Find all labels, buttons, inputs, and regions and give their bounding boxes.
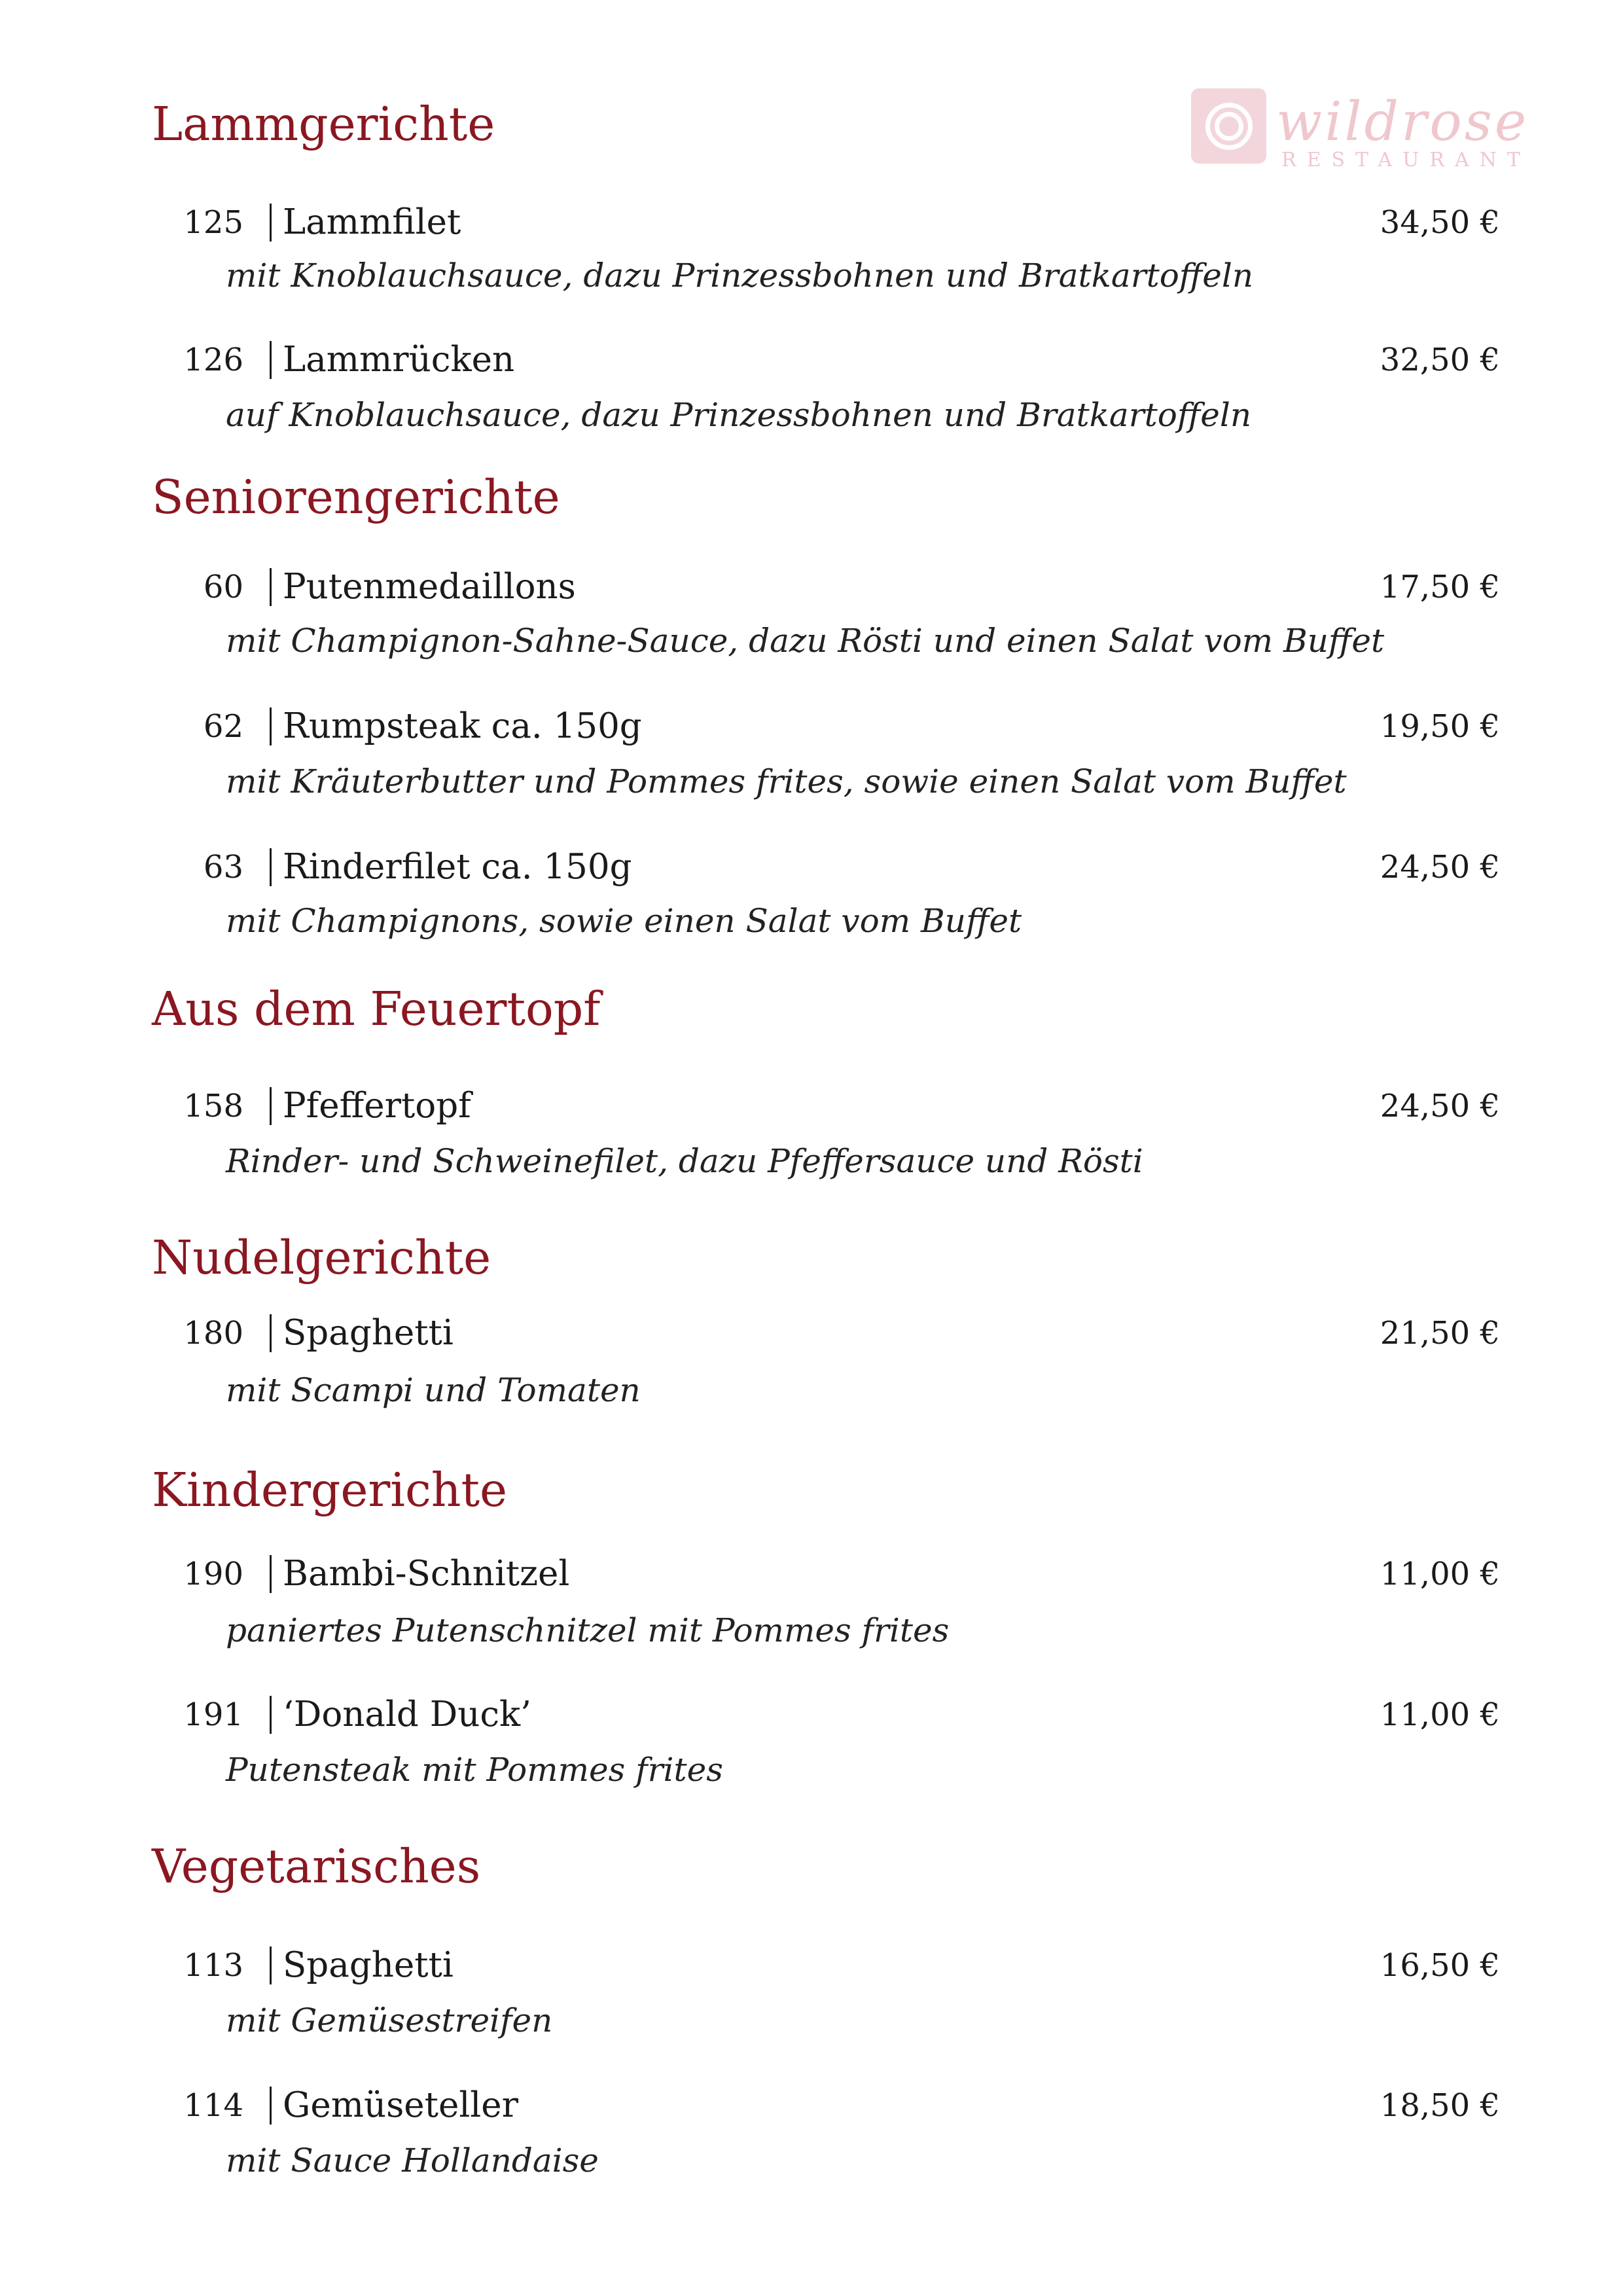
section-heading-feuertopf: Aus dem Feuertopf [152, 982, 601, 1036]
item-price: 24,50 € [1380, 1088, 1500, 1124]
logo-wordmark: wildrose [1276, 91, 1529, 153]
item-description: auf Knoblauchsauce, dazu Prinzessbohnen und Bratkartoffeln [226, 396, 1252, 434]
separator [270, 1555, 272, 1593]
separator [270, 848, 272, 886]
item-price: 11,00 € [1380, 1556, 1500, 1592]
menu-item-125 [152, 200, 1500, 245]
menu-item-60 [152, 564, 1500, 610]
item-number: 113 [183, 1947, 243, 1984]
item-name: Gemüseteller [283, 2085, 518, 2125]
section-heading-nudelgerichte: Nudelgerichte [152, 1230, 491, 1285]
item-description: mit Knoblauchsauce, dazu Prinzessbohnen und Bratkartoffeln [226, 257, 1254, 295]
item-name: Lammrücken [283, 340, 515, 380]
menu-item-180 [152, 1310, 1500, 1356]
separator [270, 341, 272, 379]
item-number: 158 [183, 1088, 243, 1124]
item-price: 19,50 € [1380, 708, 1500, 745]
item-number: 114 [183, 2087, 243, 2124]
item-number: 125 [183, 204, 243, 241]
item-price: 34,50 € [1380, 204, 1500, 241]
item-description: mit Scampi und Tomaten [226, 1371, 641, 1409]
restaurant-logo [1191, 88, 1531, 173]
item-name: Spaghetti [283, 1313, 454, 1353]
separator [270, 2087, 272, 2125]
separator [270, 1946, 272, 1984]
item-name: Bambi-Schnitzel [283, 1554, 570, 1594]
item-description: mit Champignons, sowie einen Salat vom Buffet [226, 902, 1022, 940]
item-number: 180 [183, 1315, 243, 1352]
separator [270, 1696, 272, 1734]
menu-item-126 [152, 337, 1500, 383]
section-heading-seniorengerichte: Seniorengerichte [152, 470, 560, 524]
item-name: Pfeffertopf [283, 1086, 471, 1126]
item-description: mit Sauce Hollandaise [226, 2142, 599, 2179]
rose-icon [1191, 88, 1266, 164]
menu-item-190 [152, 1551, 1500, 1597]
item-description: Putensteak mit Pommes frites [226, 1751, 723, 1789]
item-description: mit Champignon-Sahne-Sauce, dazu Rösti und einen Salat vom Buffet [226, 622, 1385, 660]
section-heading-vegetarisches: Vegetarisches [152, 1839, 481, 1893]
separator [270, 1314, 272, 1352]
item-price: 11,00 € [1380, 1696, 1500, 1733]
menu-item-114 [152, 2083, 1500, 2128]
item-name: Lammfilet [283, 202, 461, 242]
item-number: 62 [203, 708, 243, 745]
item-number: 126 [183, 342, 243, 378]
menu-item-63 [152, 844, 1500, 890]
item-price: 32,50 € [1380, 342, 1500, 378]
item-price: 16,50 € [1380, 1947, 1500, 1984]
item-name: Rinderfilet ca. 150g [283, 847, 632, 887]
item-number: 191 [183, 1696, 243, 1733]
menu-item-158 [152, 1083, 1500, 1129]
item-number: 190 [183, 1556, 243, 1592]
item-description: paniertes Putenschnitzel mit Pommes frites [226, 1611, 950, 1649]
menu-item-62 [152, 704, 1500, 749]
item-number: 60 [203, 569, 243, 605]
logo-subtitle: RESTAURANT [1281, 149, 1531, 171]
separator [270, 568, 272, 606]
item-price: 18,50 € [1380, 2087, 1500, 2124]
menu-item-191 [152, 1692, 1500, 1738]
menu-item-113 [152, 1943, 1500, 1988]
item-name: Spaghetti [283, 1945, 454, 1985]
separator [270, 708, 272, 745]
item-name: ‘Donald Duck’ [283, 1695, 531, 1734]
item-name: Putenmedaillons [283, 567, 576, 607]
item-number: 63 [203, 849, 243, 886]
item-price: 17,50 € [1380, 569, 1500, 605]
section-heading-lammgerichte: Lammgerichte [152, 97, 495, 151]
item-description: Rinder- und Schweinefilet, dazu Pfeffersauce und Rösti [226, 1142, 1143, 1180]
item-price: 21,50 € [1380, 1315, 1500, 1352]
item-description: mit Gemüsestreifen [226, 2001, 553, 2039]
item-description: mit Kräuterbutter und Pommes frites, sowie einen Salat vom Buffet [226, 762, 1347, 800]
separator [270, 204, 272, 242]
item-name: Rumpsteak ca. 150g [283, 706, 642, 746]
item-price: 24,50 € [1380, 849, 1500, 886]
separator [270, 1087, 272, 1125]
section-heading-kindergerichte: Kindergerichte [152, 1463, 508, 1517]
